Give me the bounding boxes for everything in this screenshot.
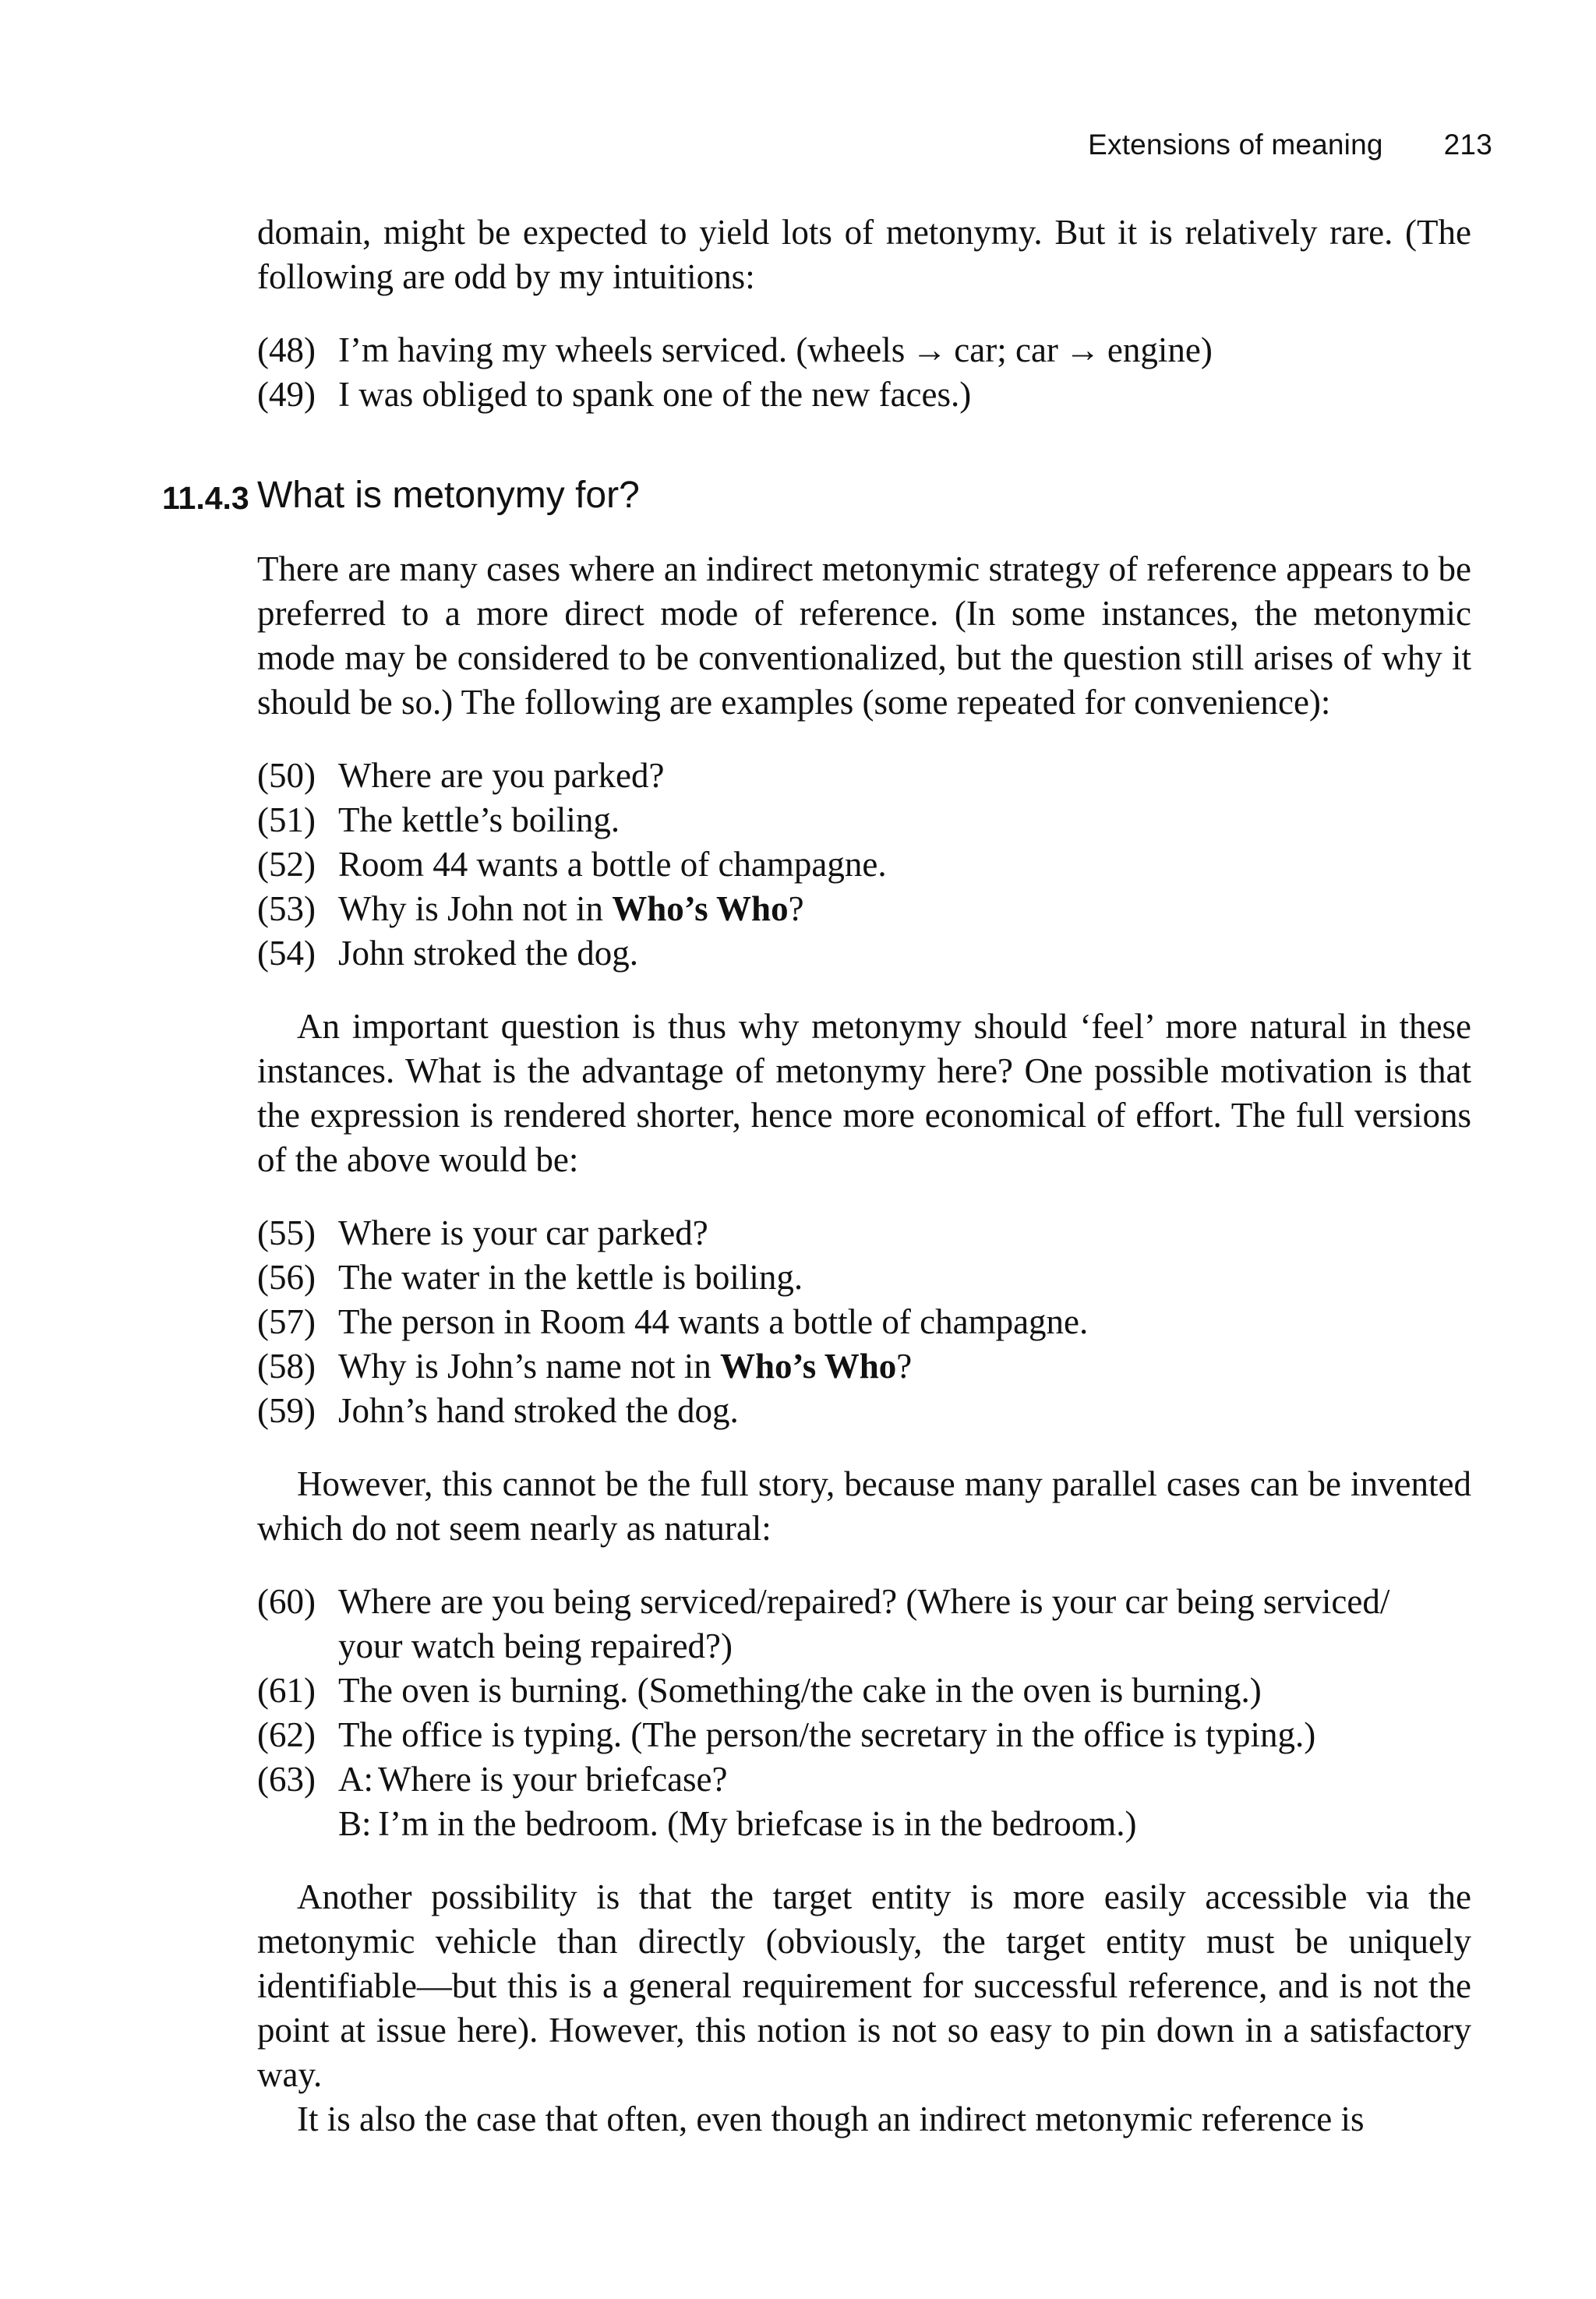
dialogue-line-b <box>338 1802 1471 1846</box>
dialogue-text: I’m in the bedroom. (My briefcase is in the bedroom.) <box>378 1804 1137 1843</box>
example-number: (51) <box>257 800 316 839</box>
paragraph-intro: There are many cases where an indirect metonymic strategy of reference appears to be preferred to a more direct mode of reference. (In some instances, the metonymic mode may be considered to be conventionalized, but the question still arises of why it should be so.) The following are examples (some repeated for convenience): <box>257 549 1471 722</box>
example-item <box>257 1255 1471 1300</box>
example-number: (57) <box>257 1302 316 1341</box>
example-item <box>257 842 1471 887</box>
section-title: What is metonymy for? <box>257 475 640 516</box>
example-number: (60) <box>257 1582 316 1621</box>
example-text <box>338 1580 1471 1669</box>
example-text: The person in Room 44 wants a bottle of champagne. <box>338 1302 1089 1341</box>
example-text: The water in the kettle is boiling. <box>338 1258 803 1297</box>
example-text: John’s hand stroked the dog. <box>338 1391 739 1430</box>
example-number: (63) <box>257 1760 316 1799</box>
example-line: your watch being repaired?) <box>338 1626 733 1665</box>
example-text-post: ? <box>788 889 804 928</box>
example-item <box>257 328 1471 373</box>
running-head <box>1088 129 1492 161</box>
example-text <box>338 887 1471 931</box>
example-item <box>257 754 1471 798</box>
example-item <box>257 1669 1471 1713</box>
speaker-label: B: <box>338 1804 372 1843</box>
example-text: Where is your car parked? <box>338 1213 708 1252</box>
example-list-55-59 <box>257 1211 1471 1433</box>
paragraph-continuation: domain, might be expected to yield lots of metonymy. But it is relatively rare. (The following are odd by my intuitions: <box>257 213 1471 296</box>
example-text-pre: Why is John not in <box>338 889 613 928</box>
example-item <box>257 1344 1471 1389</box>
section-body <box>257 547 1471 2142</box>
example-item <box>257 1211 1471 1255</box>
example-list-50-54 <box>257 754 1471 976</box>
example-item <box>257 931 1471 976</box>
example-text: I’m having my wheels serviced. (wheels → car; car → engine) <box>338 330 1213 369</box>
section-number: 11.4.3 <box>162 480 249 516</box>
book-title-bold: Who’s Who <box>719 1347 897 1386</box>
example-text: I was obliged to spank one of the new faces.) <box>338 375 972 414</box>
example-number: (59) <box>257 1391 316 1430</box>
example-item <box>257 373 1471 417</box>
example-number: (48) <box>257 330 316 369</box>
paragraph-continues: It is also the case that often, even though an indirect metonymic reference is <box>297 2099 1365 2138</box>
example-item <box>257 1300 1471 1344</box>
example-number: (49) <box>257 375 316 414</box>
speaker-label: A: <box>338 1760 373 1799</box>
top-block <box>257 210 1471 417</box>
example-list-48-49 <box>257 328 1471 417</box>
book-title-bold: Who’s Who <box>612 889 789 928</box>
example-text-post: ? <box>896 1347 913 1386</box>
example-text <box>338 1344 1471 1389</box>
dialogue-example <box>338 1757 1471 1846</box>
example-text: Where are you parked? <box>338 756 665 795</box>
example-text: The office is typing. (The person/the secretary in the office is typing.) <box>338 1715 1316 1754</box>
dialogue-text: Where is your briefcase? <box>378 1760 728 1799</box>
example-line: Where are you being serviced/repaired? (Where is your car being serviced/ <box>338 1582 1390 1621</box>
running-head-title: Extensions of meaning <box>1088 129 1383 161</box>
example-item <box>257 798 1471 842</box>
dialogue-line-a <box>338 1757 1471 1802</box>
example-list-60-63 <box>257 1580 1471 1846</box>
example-item <box>257 1713 1471 1757</box>
example-item <box>257 887 1471 931</box>
example-number: (56) <box>257 1258 316 1297</box>
example-text: The kettle’s boiling. <box>338 800 620 839</box>
example-number: (62) <box>257 1715 316 1754</box>
example-item <box>257 1580 1471 1669</box>
example-number: (55) <box>257 1213 316 1252</box>
example-number: (53) <box>257 889 316 928</box>
example-text: John stroked the dog. <box>338 934 638 973</box>
page-number: 213 <box>1443 129 1492 161</box>
example-number: (50) <box>257 756 316 795</box>
example-text: Room 44 wants a bottle of champagne. <box>338 845 887 884</box>
example-text: The oven is burning. (Something/the cake in the oven is burning.) <box>338 1671 1262 1710</box>
example-number: (52) <box>257 845 316 884</box>
example-item <box>257 1389 1471 1433</box>
example-number: (61) <box>257 1671 316 1710</box>
example-item <box>257 1757 1471 1846</box>
example-number: (58) <box>257 1347 316 1386</box>
example-number: (54) <box>257 934 316 973</box>
paragraph-question: An important question is thus why metonymy should ‘feel’ more natural in these instances. What is the advantage of metonymy here? One possible motivation is that the expression is rendered shorter, hence more economical of effort. The full versions of the above would be: <box>257 1007 1471 1179</box>
paragraph-however: However, this cannot be the full story, because many parallel cases can be invented which do not seem nearly as natural: <box>257 1464 1471 1548</box>
paragraph-accessibility: Another possibility is that the target entity is more easily accessible via the metonymic vehicle than directly (obviously, the target entity must be uniquely identifiable—but this is a general requirement for successful reference, and is not the point at issue here). However, this notion is not so easy to pin down in a satisfactory way. <box>257 1877 1471 2094</box>
example-text-pre: Why is John’s name not in <box>338 1347 720 1386</box>
